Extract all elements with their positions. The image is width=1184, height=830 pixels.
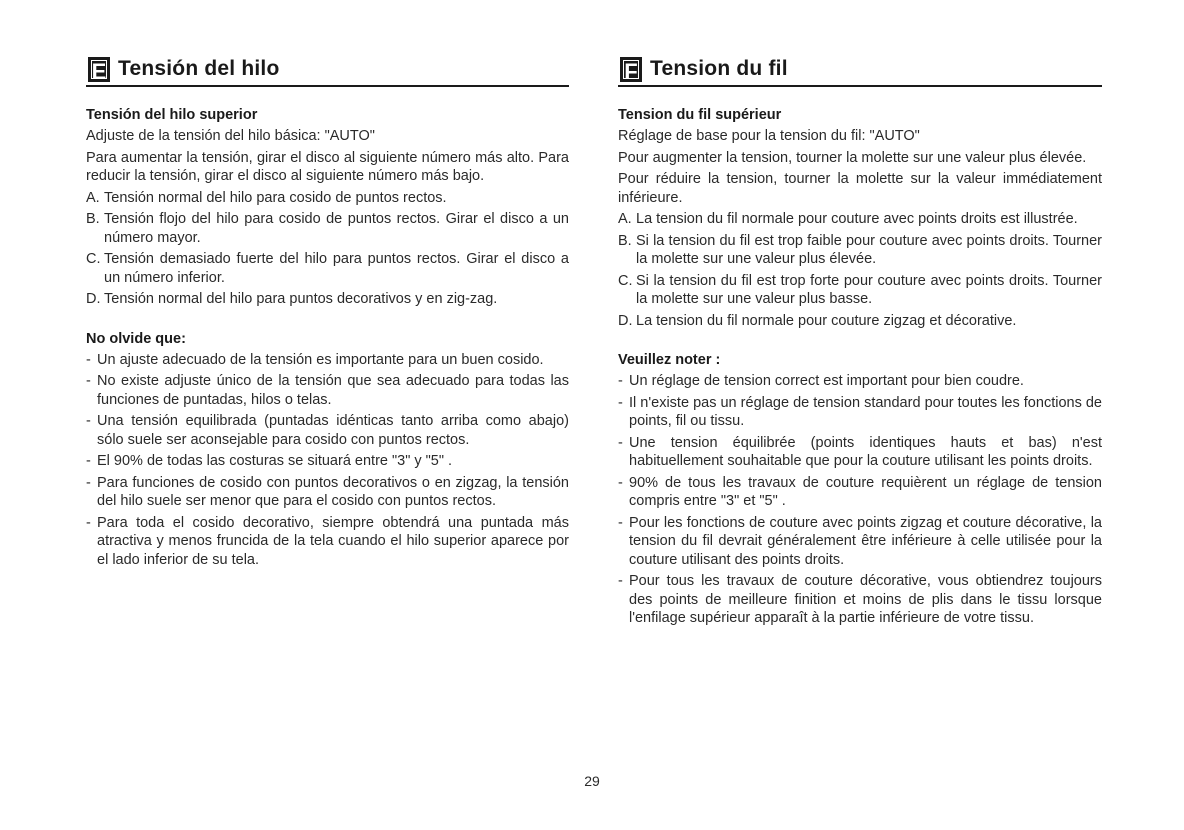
list-item [86,290,569,309]
list-item [86,412,569,449]
list-marker: - [618,514,623,531]
list-item [618,434,1102,471]
list-item-text: Tensión demasiado fuerte del hilo para puntos rectos. Girar el disco a un número inferior. [104,251,569,286]
section-title-es: Tensión del hilo [118,57,280,80]
list-item [86,514,569,570]
list-item-text: 90% de tous les travaux de couture requièrent un réglage de tension compris entre "3" et "5" . [629,474,1102,509]
list-item-text: Pour tous les travaux de couture décorative, vous obtiendrez toujours des points de meilleure finition et moins de plis dans le tissu lorsque l'enfilage supérieur apparaît à la partie inférieure de votre tissu. [629,573,1102,626]
list-item [618,514,1102,570]
list-item [618,210,1102,229]
note-heading-fr: Veuillez noter : [618,352,721,368]
list-item [86,210,569,247]
notes-list-es [86,351,569,570]
list-marker: - [86,351,91,368]
list-item-text: Tensión flojo del hilo para cosido de puntos rectos. Girar el disco a un número mayor. [104,211,569,246]
list-item [618,272,1102,309]
list-marker: C. [618,272,633,289]
page-number: 29 [584,773,600,789]
list-item-text: Si la tension du fil est trop faible pour couture avec points droits. Tourner la molette sur une valeur plus élevée. [636,232,1102,267]
list-item [86,452,569,471]
basic-setting-text-es: Adjuste de la tensión del hilo básica: "AUTO" [86,128,375,144]
list-item-text: Il n'existe pas un réglage de tension standard pour toutes les fonctions de points, fil ou tissu. [629,394,1102,429]
upper-thread-heading-fr: Tension du fil supérieur [618,107,782,123]
list-marker: - [618,573,623,589]
list-marker: - [86,514,91,531]
list-item [618,572,1102,628]
list-marker: - [86,453,91,469]
remember-heading-es: No olvide que: [86,330,186,347]
list-marker: D. [86,291,101,307]
list-item-text: La tension du fil normale pour couture avec points droits est illustrée. [636,211,1078,227]
list-item [86,351,569,370]
list-marker: - [618,474,623,491]
list-item [86,372,569,409]
adjust-instructions-es: Para aumentar la tensión, girar el disco al siguiente número más alto. Para reducir la tensión, girar el disco al siguiente número más bajo. [86,149,569,184]
list-item-text: No existe adjuste único de la tensión que sea adecuado para todas las funciones de puntadas, hilos o telas. [97,373,569,408]
list-marker: D. [618,312,633,329]
list-item-text: Si la tension du fil est trop forte pour couture avec points droits. Tourner la molette sur une valeur plus basse. [636,272,1102,307]
basic-setting-text-fr: Réglage de base pour la tension du fil: "AUTO" [618,128,920,144]
french-column [618,53,1102,631]
list-item-text: Una tensión equilibrada (puntadas idénticas tanto arriba como abajo) sólo suele ser aconsejable para cosido con puntos rectos. [97,413,569,448]
increase-instructions-fr: Pour augmenter la tension, tourner la molette sur une valeur plus élevée. [618,149,1087,166]
list-marker: - [618,373,623,389]
list-item-text: Un réglage de tension correct est important pour bien coudre. [629,373,1024,389]
list-item [618,312,1102,331]
section-title-fr: Tension du fil [650,57,788,80]
section-header-fr [618,53,1102,87]
upper-thread-heading-es: Tensión del hilo superior [86,107,258,123]
tension-cases-list-es [86,189,569,309]
list-item [86,474,569,511]
list-item [618,474,1102,511]
list-marker: - [618,434,623,451]
spanish-column [86,53,569,572]
list-item-text: El 90% de todas las costuras se situará entre "3" y "5" . [97,453,453,469]
list-marker: C. [86,251,101,267]
list-item [618,232,1102,269]
list-item [618,394,1102,431]
list-item-text: Para toda el cosido decorativo, siempre obtendrá una puntada más atractiva y menos fruncida de la tela cuando el hilo superior aparece por el lado inferior de su tela. [97,514,569,568]
list-marker: A. [618,211,632,227]
list-item-text: Tensión normal del hilo para cosido de puntos rectos. [104,189,447,206]
list-item-text: Para funciones de cosido con puntos decorativos o en zigzag, la tensión del hilo suele ser menor que para el cosido con puntos rectos. [97,474,569,509]
list-marker: B. [86,211,100,227]
list-marker: - [618,394,623,411]
list-item-text: Pour les fonctions de couture avec points zigzag et couture décorative, la tension du fil devrait généralement être inférieure à celle utilisée pour la couture utilisant des points droits. [629,514,1102,568]
language-badge-fr: F [620,57,642,82]
list-marker: B. [618,232,632,249]
decrease-instructions-fr: Pour réduire la tension, tourner la molette sur la valeur immédiatement inférieure. [618,171,1102,206]
section-header-es [86,53,569,87]
list-item [86,250,569,287]
list-item-text: La tension du fil normale pour couture zigzag et décorative. [636,312,1017,329]
list-item [86,189,569,208]
list-item-text: Tensión normal del hilo para puntos decorativos y en zig-zag. [104,291,498,307]
list-marker: - [86,474,91,491]
list-item-text: Un ajuste adecuado de la tensión es importante para un buen cosido. [97,351,544,368]
list-marker: - [86,373,91,389]
tension-cases-list-fr [618,210,1102,330]
notes-list-fr [618,372,1102,628]
list-item-text: Une tension équilibrée (points identiques hauts et bas) n'est habituellement souhaitable que pour la couture utilisant les points droits. [629,434,1102,469]
list-item [618,372,1102,391]
list-marker: - [86,413,91,429]
language-badge-es: E [88,57,110,82]
list-marker: A. [86,189,100,206]
